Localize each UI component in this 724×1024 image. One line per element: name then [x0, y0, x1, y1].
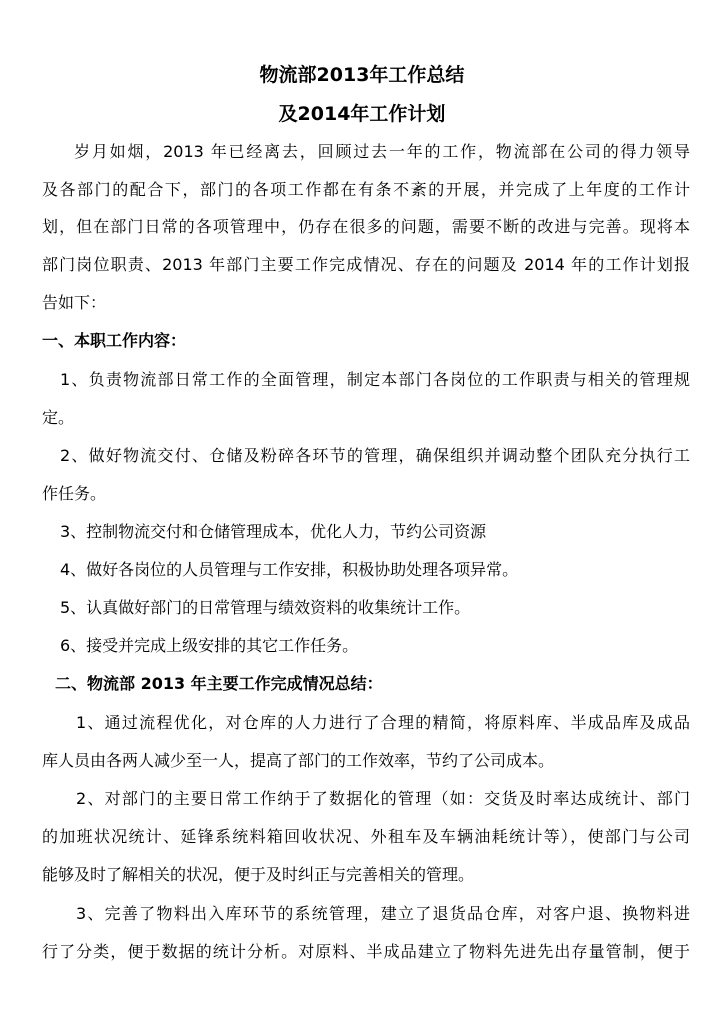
section2-line: 库人员由各两人减少至一人，提高了部门的工作效率，节约了公司成本。: [42, 751, 555, 770]
section1-line: 6、接受并完成上级安排的其它工作任务。: [60, 636, 359, 655]
section1-heading: 一、本职工作内容：: [42, 331, 187, 350]
intro-line: 划，但在部门日常的各项管理中，仍存在很多的问题，需要不断的改进与完善。现将本: [42, 217, 690, 236]
section1-line: 1、负责物流部日常工作的全面管理，制定本部门各岗位的工作职责与相关的管理规: [60, 370, 690, 389]
intro-line: 告如下：: [42, 293, 107, 312]
intro-line: 部门岗位职责、2013 年部门主要工作完成情况、存在的问题及 2014 年的工作计划报: [42, 255, 690, 274]
section2-line: 行了分类，便于数据的统计分析。对原料、半成品建立了物料先进先出存量管制，便于: [42, 942, 690, 961]
section1-line: 3、控制物流交付和仓储管理成本，优化人力，节约公司资源: [60, 522, 487, 541]
section2-line: 1、通过流程优化，对仓库的人力进行了合理的精简，将原料库、半成品库及成品: [76, 713, 690, 732]
section1-line: 5、认真做好部门的日常管理与绩效资料的收集统计工作。: [60, 598, 471, 617]
section2-line: 能够及时了解相关的状况，便于及时纠正与完善相关的管理。: [42, 865, 475, 884]
section2-line: 3、完善了物料出入库环节的系统管理，建立了退货品仓库，对客户退、换物料进: [76, 904, 690, 923]
section1-line: 作任务。: [42, 484, 107, 503]
section1-line: 定。: [42, 408, 75, 427]
intro-line: 及各部门的配合下，部门的各项工作都在有条不紊的开展，并完成了上年度的工作计: [42, 180, 690, 199]
document-title: 物流部2013年工作总结: [259, 64, 465, 86]
document-subtitle: 及2014年工作计划: [278, 103, 446, 125]
section2-heading: 二、物流部 2013 年主要工作完成情况总结：: [55, 674, 383, 693]
section2-line: 2、对部门的主要日常工作纳于了数据化的管理（如：交货及时率达成统计、部门: [76, 789, 690, 808]
section1-line: 4、做好各岗位的人员管理与工作安排，积极协助处理各项异常。: [60, 560, 519, 579]
intro-line: 岁月如烟，2013 年已经离去，回顾过去一年的工作，物流部在公司的得力领导: [74, 142, 690, 161]
section1-line: 2、做好物流交付、仓储及粉碎各环节的管理，确保组织并调动整个团队充分执行工: [60, 446, 690, 465]
section2-line: 的加班状况统计、延锋系统料箱回收状况、外租车及车辆油耗统计等），使部门与公司: [42, 827, 690, 846]
